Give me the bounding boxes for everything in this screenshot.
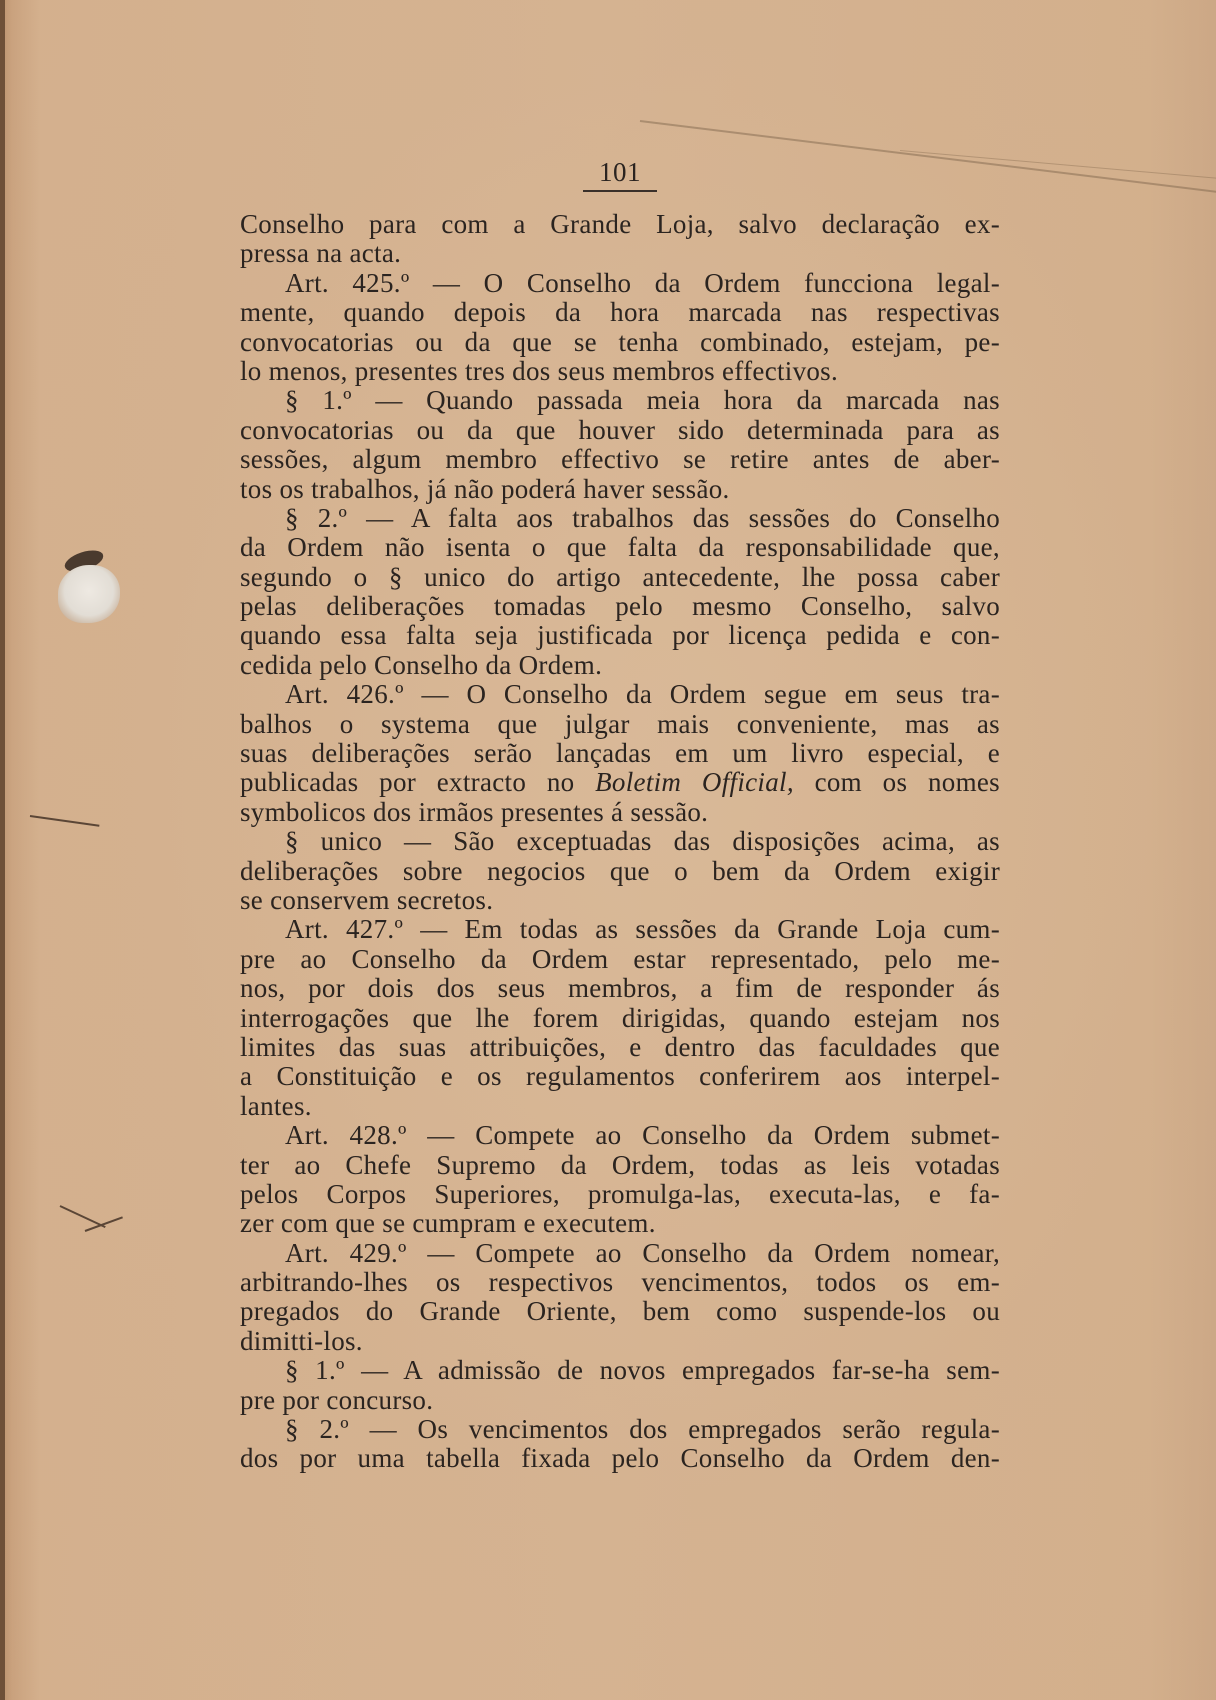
binding-edge bbox=[0, 0, 5, 1700]
text-line: ter ao Chefe Supremo da Ordem, todas as leis votadas bbox=[240, 1149, 1000, 1180]
body-text bbox=[240, 210, 1000, 1474]
text-line: interrogações que lhe forem dirigidas, quando estejam nos bbox=[240, 1002, 1000, 1033]
text-line: se conservem secretos. bbox=[240, 884, 494, 915]
text-line: Art. 427.º — Em todas as sessões da Grande Loja cum- bbox=[285, 914, 1000, 945]
text-line: Art. 426.º — O Conselho da Ordem segue em seus tra- bbox=[285, 679, 1000, 710]
text-line: arbitrando-lhes os respectivos vencimentos, todos os em- bbox=[240, 1267, 1000, 1298]
text-line: Art. 425.º — O Conselho da Ordem funcciona legal- bbox=[285, 267, 1000, 298]
paragraph-section-2 bbox=[240, 504, 1000, 680]
text-line: pregados do Grande Oriente, bem como suspende-los ou bbox=[240, 1296, 1000, 1327]
text-line: Art. 428.º — Compete ao Conselho da Ordem submet- bbox=[285, 1120, 1000, 1151]
text-line: deliberações sobre negocios que o bem da Ordem exigir bbox=[240, 855, 1000, 886]
text-line: a Constituição e os regulamentos conferirem aos interpel- bbox=[240, 1061, 1000, 1092]
text-run: publicadas por extracto no bbox=[240, 767, 596, 798]
text-line: dos por uma tabella fixada pelo Conselho da Ordem den- bbox=[240, 1443, 1000, 1474]
paper-tear-mark bbox=[30, 815, 100, 827]
text-line: nos, por dois dos seus membros, a fim de responder ás bbox=[240, 973, 1000, 1004]
text-run: com os nomes bbox=[793, 767, 1000, 798]
paragraph-art-425 bbox=[240, 269, 1000, 387]
paragraph-429-section-1 bbox=[240, 1356, 1000, 1415]
text-line: da Ordem não isenta o que falta da responsabilidade que, bbox=[240, 532, 1000, 563]
text-line: Conselho para com a Grande Loja, salvo declaração ex- bbox=[240, 209, 1000, 239]
page-number: 101 bbox=[599, 157, 641, 187]
text-line: zer com que se cumpram e executem. bbox=[240, 1208, 656, 1239]
text-line: sessões, algum membro effectivo se retire antes de aber- bbox=[240, 444, 1000, 475]
paragraph-section-1 bbox=[240, 386, 1000, 504]
text-line: lo menos, presentes tres dos seus membros effectivos. bbox=[240, 355, 839, 386]
paragraph bbox=[240, 210, 1000, 269]
paragraph-section-unico bbox=[240, 827, 1000, 915]
text-line: mente, quando depois da hora marcada nas respectivas bbox=[240, 297, 1000, 328]
italic-publication-title: Boletim Official, bbox=[595, 767, 794, 798]
page-content bbox=[240, 156, 1000, 1474]
text-line: tos os trabalhos, já não poderá haver sessão. bbox=[240, 473, 730, 504]
text-line: § 1.º — A admissão de novos empregados far-se-ha sem- bbox=[285, 1355, 1000, 1386]
text-line-with-italic bbox=[240, 768, 1000, 797]
text-line: § 1.º — Quando passada meia hora da marcada nas bbox=[285, 385, 1000, 416]
text-line: cedida pelo Conselho da Ordem. bbox=[240, 649, 603, 680]
text-line: § 2.º — A falta aos trabalhos das sessões do Conselho bbox=[285, 502, 1000, 533]
text-line: convocatorias ou da que se tenha combinado, estejam, pe- bbox=[240, 326, 1000, 357]
paper-hole bbox=[58, 565, 120, 623]
text-line: symbolicos dos irmãos presentes á sessão. bbox=[240, 796, 709, 827]
text-line: limites das suas attribuições, e dentro das faculdades que bbox=[240, 1031, 1000, 1062]
text-line: pressa na acta. bbox=[240, 238, 402, 269]
text-line: convocatorias ou da que houver sido determinada para as bbox=[240, 414, 1000, 445]
text-line: § unico — São exceptuadas das disposições acima, as bbox=[285, 826, 1000, 857]
text-line: Art. 429.º — Compete ao Conselho da Ordem nomear, bbox=[285, 1237, 1000, 1268]
text-line: pelas deliberações tomadas pelo mesmo Conselho, salvo bbox=[240, 591, 1000, 622]
text-line: § 2.º — Os vencimentos dos empregados serão regula- bbox=[285, 1414, 1000, 1445]
paragraph-art-428 bbox=[240, 1121, 1000, 1239]
page-number-rule bbox=[583, 190, 657, 192]
paragraph-art-426 bbox=[240, 680, 1000, 827]
paragraph-art-429 bbox=[240, 1239, 1000, 1357]
text-line: segundo o § unico do artigo antecedente, lhe possa caber bbox=[240, 561, 1000, 592]
text-line: pre ao Conselho da Ordem estar representado, pelo me- bbox=[240, 943, 1000, 974]
paragraph-429-section-2 bbox=[240, 1415, 1000, 1474]
text-line: suas deliberações serão lançadas em um livro especial, e bbox=[240, 738, 1000, 769]
text-line: quando essa falta seja justificada por licença pedida e con- bbox=[240, 620, 1000, 651]
text-line: pelos Corpos Superiores, promulga-las, executa-las, e fa- bbox=[240, 1178, 1000, 1209]
text-line: dimitti-los. bbox=[240, 1325, 363, 1356]
text-line: lantes. bbox=[240, 1090, 312, 1121]
text-line: pre por concurso. bbox=[240, 1384, 434, 1415]
paragraph-art-427 bbox=[240, 915, 1000, 1121]
text-line: balhos o systema que julgar mais conveniente, mas as bbox=[240, 708, 1000, 739]
